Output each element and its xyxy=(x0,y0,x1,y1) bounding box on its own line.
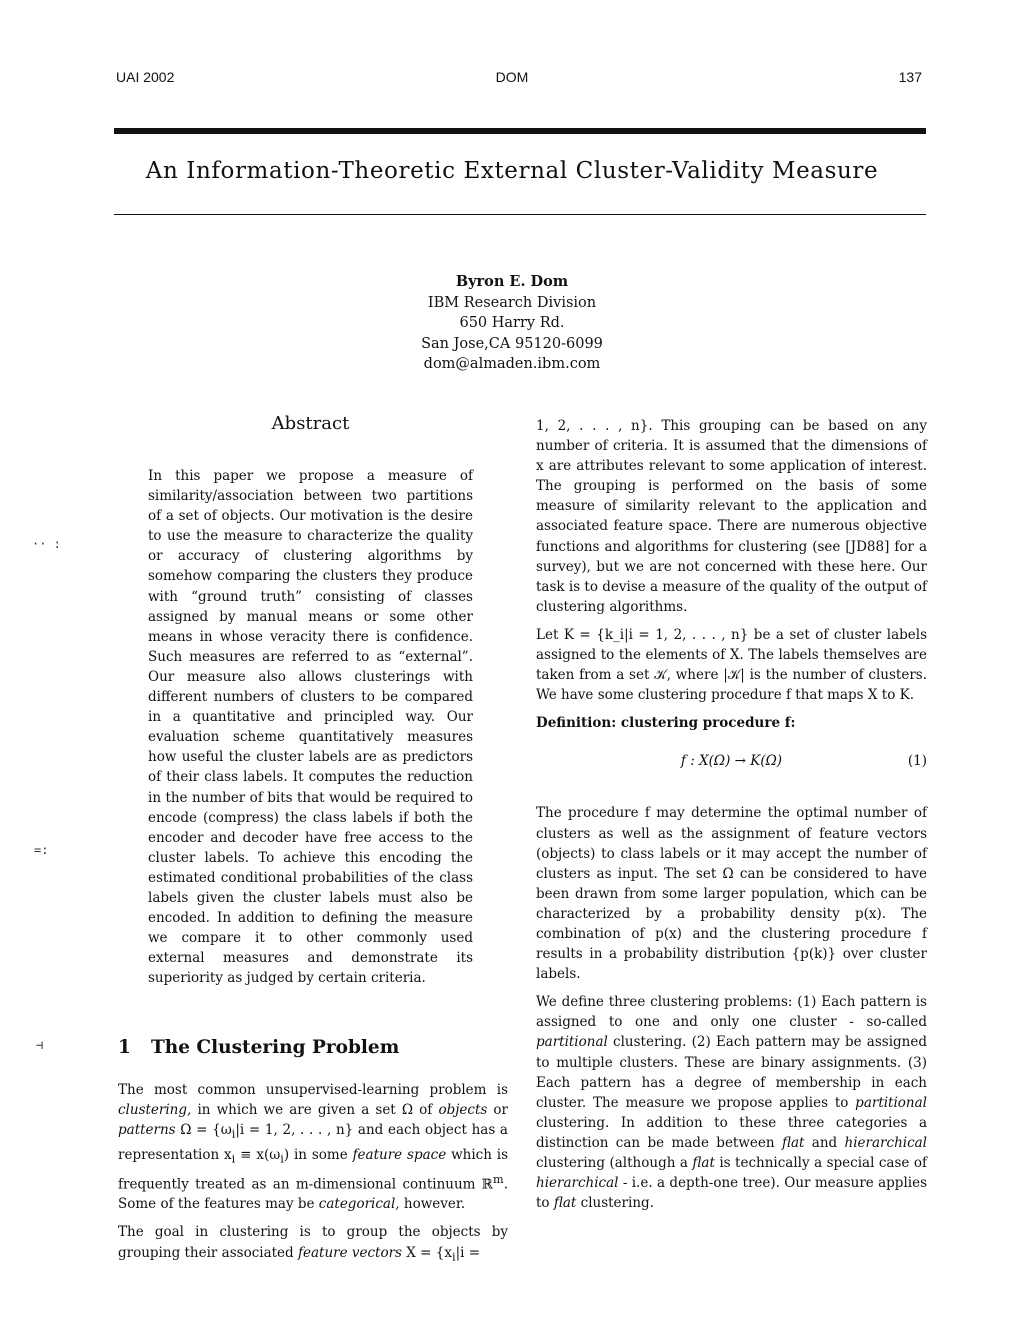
page-number: 137 xyxy=(898,69,922,85)
right-paragraph-3: The procedure f may determine the optimal number of clusters as well as the assignment of feature vectors (objects) to class labels or it may accept the number of clusters as input. The set Ω can be considered to have been drawn from some larger population, which can be characterized by a probability density p(x). The combination of p(x) and the clustering procedure f results in a probability distribution {p(k)} over cluster labels. xyxy=(536,805,927,983)
author-city: San Jose,CA 95120-6099 xyxy=(421,335,603,352)
paper-title: An Information-Theoretic External Cluster-Validity Measure xyxy=(145,158,879,184)
right-paragraph-1: 1, 2, . . . , n}. This grouping can be based on any number of criteria. It is assumed that the dimensions of x are attributes relevant to some application of interest. The grouping is performed on the basis of some measure of similarity relevant to the application and associated feature space. There are numerous objective functions and algorithms for clustering (see [JD88] for a survey), but we are not concerned with these here. Our task is to devise a measure of the quality of the output of clustering algorithms. xyxy=(536,418,927,615)
section-1-left-column xyxy=(118,1080,508,1275)
equation-number: (1) xyxy=(907,753,927,770)
running-header-conference: UAI 2002 xyxy=(116,69,175,85)
author-email: dom@almaden.ibm.com xyxy=(423,356,601,372)
abstract-text: In this paper we propose a measure of similarity/association between two partitions of a set of objects. Our motivation is the desire to use the measure to characterize the quality or accuracy of clustering algorithms by somehow comparing the clusters they produce with “ground truth” consisting of classes assigned by manual means or some other means in whose veracity there is confidence. Such measures are referred to as “external”. Our measure also allows clusterings with different numbers of clusters to be compared in a quantitative and principled way. Our evaluation scheme quantitatively measures how useful the cluster labels are as predictors of their class labels. It computes the reduction in the number of bits that would be required to encode (compress) the class labels if both the encoder and decoder have free access to the cluster labels. To achieve this encoding the estimated conditional probabilities of the class labels given the cluster labels must also be encoded. In addition to defining the measure we compare it to other commonly used external measures and demonstrate its superiority as judged by certain criteria. xyxy=(148,468,473,987)
definition-heading: Definition: clustering procedure f: xyxy=(536,715,796,732)
abstract-body xyxy=(148,466,473,996)
title-rule-top xyxy=(114,128,926,134)
title-rule-bottom xyxy=(114,214,926,215)
right-column xyxy=(536,416,927,1221)
margin-mark-2: =: xyxy=(34,843,49,857)
section-number: 1 xyxy=(118,1037,131,1058)
section-title: The Clustering Problem xyxy=(151,1037,400,1058)
running-header-author: DOM xyxy=(495,69,529,85)
abstract-heading: Abstract xyxy=(271,413,350,434)
author-affiliation: IBM Research Division xyxy=(427,294,597,311)
author-name: Byron E. Dom xyxy=(455,273,569,290)
margin-mark-3: ⊣ xyxy=(36,1038,44,1052)
section-1-paragraph-2: The goal in clustering is to group the objects by grouping their associated feature vectors $X = \{x_i|i$ = xyxy=(118,1224,508,1264)
equation-body: f : X(Ω) → K(Ω) xyxy=(680,753,783,770)
margin-mark-1: ·· : xyxy=(32,537,61,551)
author-street: 650 Harry Rd. xyxy=(459,315,565,331)
author-block xyxy=(0,272,1024,375)
right-paragraph-4: We define three clustering problems: (1) Each pattern is assigned to one and only one cluster - so-called partitional clustering. (2) Each pattern may be assigned to multiple clusters. These are binary assignments. (3) Each pattern has a degree of membership in each cluster. The measure we propose applies to partitional clustering. In addition to these three categories a distinction can be made between flat and hierarchical clustering (although a flat is technically a special case of hierarchical - i.e. a depth-one tree). Our measure applies to flat clustering. xyxy=(536,994,928,1212)
section-1-paragraph-1: The most common unsupervised-learning problem is clustering, in which we are given a set Ω of objects or patterns $\Omega = \{\omega_i|i = 1$, 2, . . . , n} and each object has a representation $x_i \equiv x(\omega_i)$ in some feature space which is frequently treated as an m-dimensional continuum ℝ$^m$. Some of the features may be categorical, however. xyxy=(118,1082,509,1213)
right-paragraph-2: Let K = {k_i|i = 1, 2, . . . , n} be a set of cluster labels assigned to the elements of X. The labels themselves are taken from a set 𝒦, where |𝒦| is the number of clusters. We have some clustering procedure f that maps X to K. xyxy=(536,626,927,704)
equation-1 xyxy=(536,751,927,773)
section-heading xyxy=(118,1037,399,1058)
